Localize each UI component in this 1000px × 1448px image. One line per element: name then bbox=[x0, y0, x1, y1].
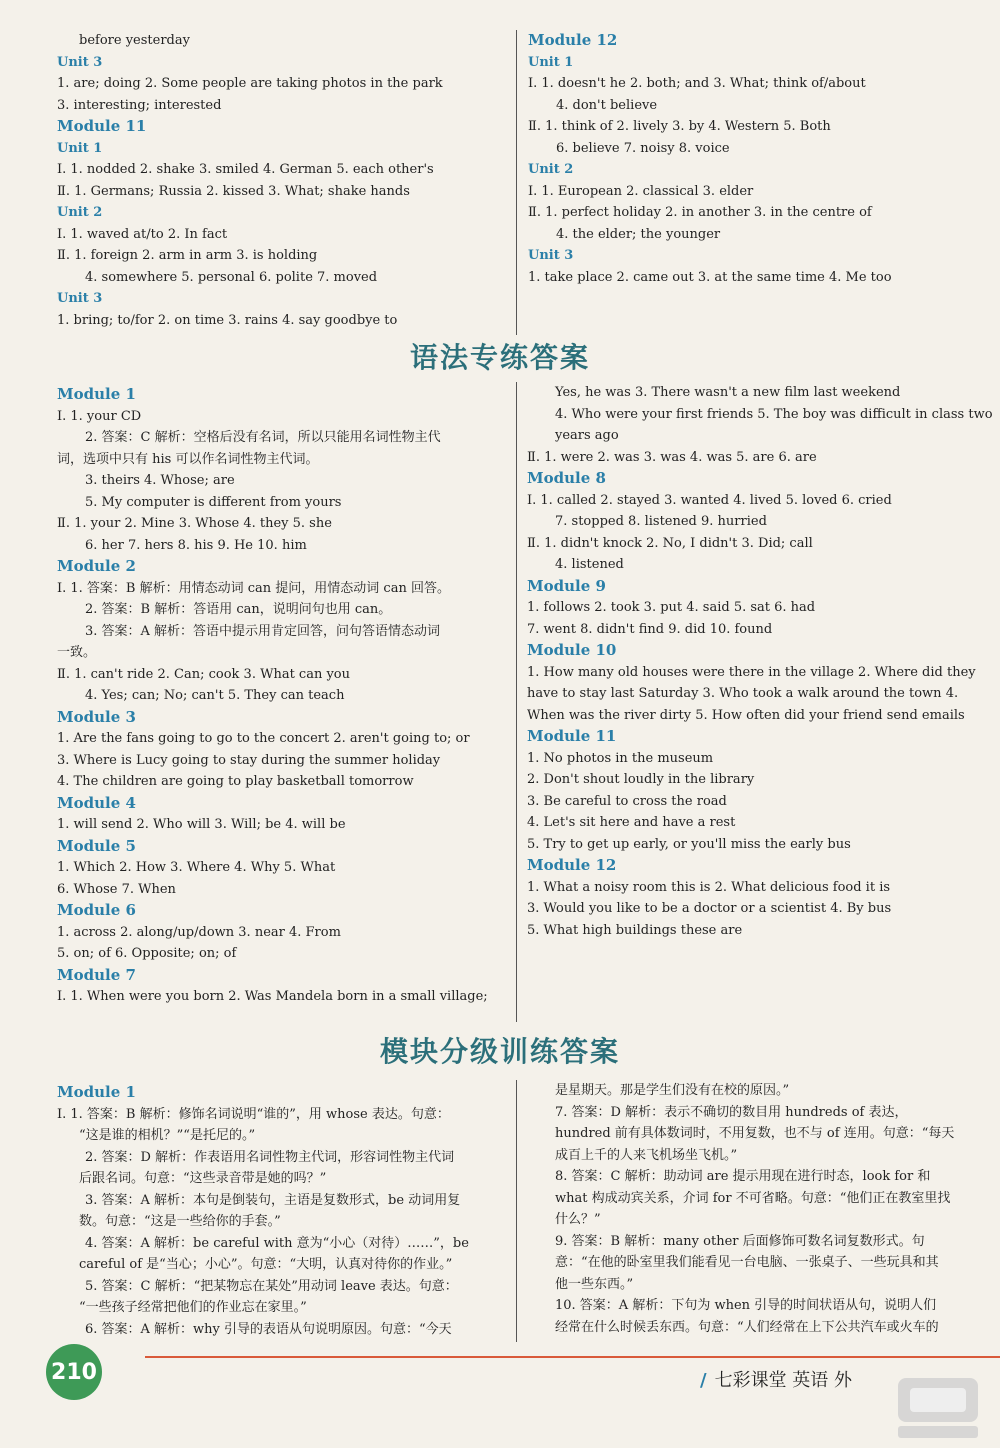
module-heading: Module 7 bbox=[57, 965, 136, 984]
answer-line: Ⅰ. 1. When were you born 2. Was Mandela born in a small village; bbox=[57, 989, 488, 1004]
answer-line: 6. her 7. hers 8. his 9. He 10. him bbox=[85, 537, 307, 553]
answer-line: years ago bbox=[555, 428, 619, 443]
module-heading: Module 10 bbox=[527, 641, 617, 659]
answer-line: When was the river dirty 5. How often did your friend send emails bbox=[527, 707, 965, 723]
answer-line: 1. How many old houses were there in the village 2. Where did they bbox=[527, 664, 976, 680]
column-divider-grammar bbox=[516, 382, 517, 1022]
module-heading: Module 12 bbox=[528, 31, 618, 49]
answer-line: 4. Who were your first friends 5. The boy was difficult in class two bbox=[555, 406, 993, 422]
answer-line: 7. stopped 8. listened 9. hurried bbox=[555, 514, 767, 529]
answer-line: Ⅱ. 1. Germans; Russia 2. kissed 3. What; shake hands bbox=[57, 183, 410, 199]
module-heading: Module 11 bbox=[57, 117, 147, 135]
train-right-column bbox=[555, 1080, 991, 1338]
answer-line: what 构成动宾关系，介词 for 不可省略。句意：“他们正在教室里找 bbox=[555, 1190, 951, 1206]
answer-line: Yes, he was 3. There wasn't a new film last weekend bbox=[555, 385, 901, 400]
answer-line: 5. 答案：C 解析：“把某物忘在某处”用动词 leave 表达。句意： bbox=[85, 1278, 458, 1294]
module-heading: Module 1 bbox=[57, 1083, 136, 1101]
slash-icon: / bbox=[700, 1370, 707, 1391]
module-heading: Module 4 bbox=[57, 793, 136, 812]
answer-line: 4. somewhere 5. personal 6. polite 7. moved bbox=[85, 269, 378, 285]
footer-book-title bbox=[700, 1366, 852, 1392]
answer-line: Ⅰ. 1. called 2. stayed 3. wanted 4. lived 5. loved 6. cried bbox=[527, 492, 892, 508]
answer-line: Ⅱ. 1. didn't knock 2. No, I didn't 3. Did; call bbox=[527, 535, 813, 551]
unit-heading: Unit 2 bbox=[57, 205, 103, 220]
train-left-column bbox=[57, 1082, 513, 1340]
answer-line: 他一些东西。” bbox=[555, 1276, 634, 1292]
answer-line: 3. 答案：A 解析：本句是倒装句，主语是复数形式，be 动词用复 bbox=[85, 1192, 461, 1208]
answer-line: Ⅱ. 1. think of 2. lively 3. by 4. Western 5. Both bbox=[528, 119, 831, 134]
answer-line: 6. believe 7. noisy 8. voice bbox=[556, 140, 730, 156]
answer-line: 7. went 8. didn't find 9. did 10. found bbox=[527, 621, 773, 637]
answer-line: 词，选项中只有 his 可以作名词性物主代词。 bbox=[57, 451, 319, 467]
answer-line: 5. Try to get up early, or you'll miss the early bus bbox=[527, 836, 851, 852]
module-heading: Module 2 bbox=[57, 557, 136, 575]
answer-line: 2. 答案：B 解析：答语用 can，说明问句也用 can。 bbox=[85, 602, 392, 617]
module-heading: Module 3 bbox=[57, 707, 136, 726]
unit-heading: Unit 1 bbox=[528, 54, 574, 70]
answer-line: 1. across 2. along/up/down 3. near 4. From bbox=[57, 924, 341, 940]
answer-line: Ⅰ. 1. waved at/to 2. In fact bbox=[57, 226, 228, 242]
answer-line: 1. bring; to/for 2. on time 3. rains 4. say goodbye to bbox=[57, 312, 398, 328]
answer-line: 1. Are the fans going to go to the concert 2. aren't going to; or bbox=[57, 731, 470, 746]
grammar-section-title: 语法专练答案 bbox=[409, 341, 590, 374]
answer-line: 数。句意：“这是一些给你的手套。” bbox=[79, 1214, 281, 1229]
answer-line: 3. Would you like to be a doctor or a scientist 4. By bus bbox=[527, 901, 892, 916]
answer-line: 4. don't believe bbox=[556, 97, 658, 113]
column-divider-top bbox=[516, 30, 517, 335]
answer-line: 1. take place 2. came out 3. at the same time 4. Me too bbox=[528, 269, 892, 285]
top-left-column bbox=[57, 30, 507, 331]
answer-line: 1. What a noisy room this is 2. What delicious food it is bbox=[527, 879, 891, 895]
answer-line: 1. follows 2. took 3. put 4. said 5. sat 6. had bbox=[527, 600, 816, 615]
answer-line: 2. Don't shout loudly in the library bbox=[527, 772, 755, 787]
module-heading: Module 8 bbox=[527, 469, 606, 487]
module-heading: Module 12 bbox=[527, 856, 617, 874]
footer-book-text: 七彩课堂 英语 外 bbox=[714, 1370, 853, 1391]
unit-heading: Unit 3 bbox=[57, 291, 103, 306]
answer-line: Ⅱ. 1. can't ride 2. Can; cook 3. What can you bbox=[57, 666, 351, 682]
column-divider-train bbox=[516, 1080, 517, 1342]
watermark-logo-icon bbox=[888, 1372, 988, 1442]
answer-line: 1. Which 2. How 3. Where 4. Why 5. What bbox=[57, 860, 336, 875]
answer-line: 经常在什么时候丢东西。句意：“人们经常在上下公共汽车或火车的 bbox=[555, 1319, 939, 1335]
answer-line: have to stay last Saturday 3. Who took a walk around the town 4. bbox=[527, 686, 959, 701]
answer-line: 3. Where is Lucy going to stay during the summer holiday bbox=[57, 752, 441, 768]
answer-line: 5. What high buildings these are bbox=[527, 922, 743, 938]
answer-line: Ⅰ. 1. 答案：B 解析：修饰名词说明“谁的”，用 whose 表达。句意： bbox=[57, 1106, 450, 1122]
answer-line: Ⅰ. 1. your CD bbox=[57, 408, 142, 424]
answer-line: “一些孩子经常把他们的作业忘在家里。” bbox=[79, 1300, 307, 1315]
answer-line: 5. on; of 6. Opposite; on; of bbox=[57, 946, 237, 961]
answer-line: 4. listened bbox=[555, 557, 624, 572]
answer-line: 9. 答案：B 解析：many other 后面修饰可数名词复数形式。句 bbox=[555, 1233, 925, 1249]
answer-line: 7. 答案：D 解析：表示不确切的数目用 hundreds of 表达， bbox=[555, 1104, 908, 1120]
answer-line: 10. 答案：A 解析：下句为 when 引导的时间状语从句，说明人们 bbox=[555, 1298, 937, 1313]
answer-line: before yesterday bbox=[79, 33, 190, 48]
answer-line: 什么？” bbox=[555, 1212, 601, 1227]
module-heading: Module 11 bbox=[527, 727, 617, 745]
module-heading: Module 9 bbox=[527, 576, 606, 595]
answer-line: 4. 答案：A 解析：be careful with 意为“小心（对待）……”，be bbox=[85, 1235, 469, 1251]
unit-heading: Unit 1 bbox=[57, 140, 103, 156]
top-right-column bbox=[528, 30, 988, 288]
answer-line: 后跟名词。句意：“这些录音带是她的吗？” bbox=[79, 1171, 327, 1186]
answer-line: 一致。 bbox=[57, 645, 97, 660]
answer-line: hundred 前有具体数词时，不用复数，也不与 of 连用。句意：“每天 bbox=[555, 1126, 955, 1141]
page-number-badge: 210 bbox=[46, 1344, 102, 1400]
unit-heading: Unit 3 bbox=[57, 54, 103, 70]
answer-line: 8. 答案：C 解析：助动词 are 提示用现在进行时态，look for 和 bbox=[555, 1169, 931, 1184]
answer-line: 6. Whose 7. When bbox=[57, 881, 176, 897]
answer-line: 4. Let's sit here and have a rest bbox=[527, 815, 736, 830]
answer-line: 3. Be careful to cross the road bbox=[527, 793, 727, 809]
answer-line: Ⅱ. 1. your 2. Mine 3. Whose 4. they 5. she bbox=[57, 516, 332, 531]
answer-line: “这是谁的相机？”“是托尼的。” bbox=[79, 1128, 256, 1143]
answer-line: 2. 答案：C 解析：空格后没有名词，所以只能用名词性物主代 bbox=[85, 430, 441, 445]
answer-line: Ⅱ. 1. were 2. was 3. was 4. was 5. are 6. are bbox=[527, 449, 817, 465]
answer-line: 4. The children are going to play basketball tomorrow bbox=[57, 774, 414, 789]
answer-line: Ⅱ. 1. perfect holiday 2. in another 3. in the centre of bbox=[528, 205, 872, 220]
answer-line: Ⅰ. 1. doesn't he 2. both; and 3. What; think of/about bbox=[528, 76, 866, 91]
answer-line: 是星期天。那是学生们没有在校的原因。” bbox=[555, 1083, 790, 1098]
answer-line: 5. My computer is different from yours bbox=[85, 494, 342, 510]
answer-line: 意：“在他的卧室里我们能看见一台电脑、一张桌子、一些玩具和其 bbox=[555, 1255, 939, 1270]
module-heading: Module 6 bbox=[57, 901, 136, 919]
answer-line: Ⅰ. 1. nodded 2. shake 3. smiled 4. German 5. each other's bbox=[57, 162, 434, 177]
unit-heading: Unit 3 bbox=[528, 248, 574, 263]
answer-line: 1. No photos in the museum bbox=[527, 750, 714, 766]
module-heading: Module 5 bbox=[57, 836, 136, 855]
answer-line: 2. 答案：D 解析：作表语用名词性物主代词，形容词性物主代词 bbox=[85, 1149, 455, 1165]
answer-line: 3. interesting; interested bbox=[57, 97, 222, 113]
module-heading: Module 1 bbox=[57, 385, 136, 403]
answer-line: 4. the elder; the younger bbox=[556, 226, 721, 242]
answer-line: 6. 答案：A 解析：why 引导的表语从句说明原因。句意：“今天 bbox=[85, 1321, 452, 1337]
answer-line: Ⅰ. 1. 答案：B 解析：用情态动词 can 提问，用情态动词 can 回答。 bbox=[57, 580, 450, 596]
answer-line: 1. will send 2. Who will 3. Will; be 4. will be bbox=[57, 817, 346, 832]
answer-line: 1. are; doing 2. Some people are taking photos in the park bbox=[57, 76, 443, 91]
grammar-right-column bbox=[527, 382, 993, 941]
answer-line: Ⅰ. 1. European 2. classical 3. elder bbox=[528, 183, 754, 199]
unit-heading: Unit 2 bbox=[528, 162, 574, 177]
grammar-left-column bbox=[57, 384, 513, 1008]
answer-line: 4. Yes; can; No; can't 5. They can teach bbox=[85, 688, 345, 703]
answer-line: 成百上千的人来飞机场坐飞机。” bbox=[555, 1147, 738, 1163]
answer-line: 3. 答案：A 解析：答语中提示用肯定回答，问句答语情态动词 bbox=[85, 623, 441, 639]
answer-line: careful of 是“当心；小心”。句意：“大明，认真对待你的作业。” bbox=[79, 1257, 453, 1272]
footer-rule bbox=[145, 1356, 1000, 1358]
answer-line: 3. theirs 4. Whose; are bbox=[85, 473, 235, 488]
module-train-section-title: 模块分级训练答案 bbox=[379, 1035, 620, 1068]
answer-line: Ⅱ. 1. foreign 2. arm in arm 3. is holding bbox=[57, 248, 318, 263]
